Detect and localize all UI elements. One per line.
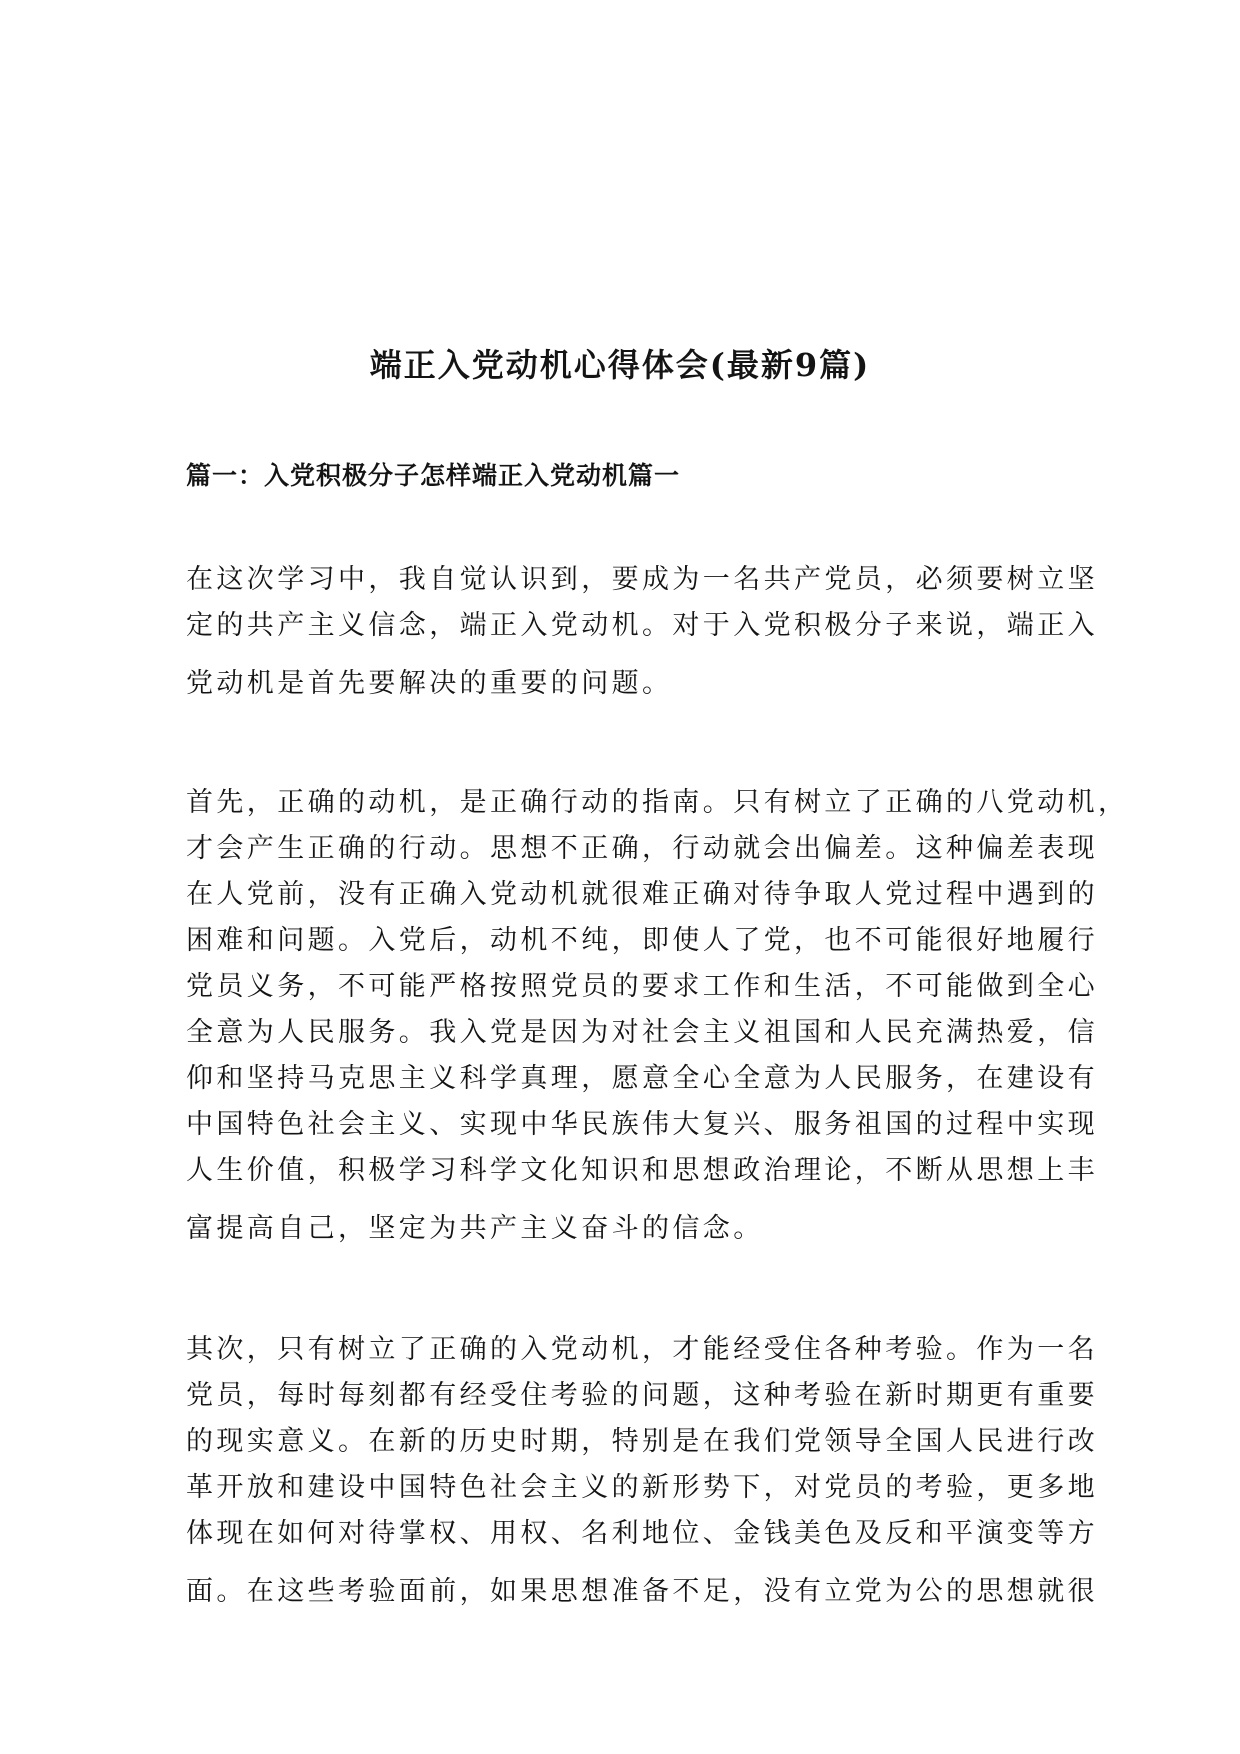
paragraph-line: 革开放和建设中国特色社会主义的新形势下，对党员的考验，更多地 <box>186 1472 1098 1503</box>
paragraph-line: 富提高自己，坚定为共产主义奋斗的信念。 <box>186 1213 764 1244</box>
paragraph-line: 其次，只有树立了正确的入党动机，才能经受住各种考验。作为一名 <box>186 1334 1098 1365</box>
paragraph-line: 党动机是首先要解决的重要的问题。 <box>186 668 673 699</box>
paragraph-line: 体现在如何对待掌权、用权、名利地位、金钱美色及反和平演变等方 <box>186 1518 1098 1549</box>
paragraph-line: 的现实意义。在新的历史时期，特别是在我们党领导全国人民进行改 <box>186 1426 1098 1457</box>
paragraph-line: 仰和坚持马克思主义科学真理，愿意全心全意为人民服务，在建设有 <box>186 1063 1098 1094</box>
paragraph-line: 党员义务，不可能严格按照党员的要求工作和生活，不可能做到全心 <box>186 971 1098 1002</box>
paragraph-line: 全意为人民服务。我入党是因为对社会主义祖国和人民充满热爱，信 <box>186 1017 1098 1048</box>
paragraph-line: 才会产生正确的行动。思想不正确，行动就会出偏差。这种偏差表现 <box>186 833 1098 864</box>
paragraph-line: 在这次学习中，我自觉认识到，要成为一名共产党员，必须要树立坚 <box>186 564 1098 595</box>
section-heading: 篇一：入党积极分子怎样端正入党动机篇一 <box>186 461 681 490</box>
paragraph-line: 定的共产主义信念，端正入党动机。对于入党积极分子来说，端正入 <box>186 610 1098 641</box>
paragraph-line: 面。在这些考验面前，如果思想准备不足，没有立党为公的思想就很 <box>186 1576 1098 1607</box>
paragraph-1 <box>186 557 1098 707</box>
document-title: 端正入党动机心得体会(最新9篇) <box>369 346 871 384</box>
paragraph-line: 中国特色社会主义、实现中华民族伟大复兴、服务祖国的过程中实现 <box>186 1109 1098 1140</box>
paragraph-line: 党员，每时每刻都有经受住考验的问题，这种考验在新时期更有重要 <box>186 1380 1098 1411</box>
paragraph-line: 在人党前，没有正确入党动机就很难正确对待争取人党过程中遇到的 <box>186 879 1098 910</box>
paragraph-line: 困难和问题。入党后，动机不纯，即使人了党，也不可能很好地履行 <box>186 925 1098 956</box>
paragraph-line: 人生价值，积极学习科学文化知识和思想政治理论，不断从思想上丰 <box>186 1155 1098 1186</box>
paragraph-3 <box>186 1327 1098 1615</box>
paragraph-line: 首先，正确的动机，是正确行动的指南。只有树立了正确的八党动机， <box>186 787 1129 818</box>
paragraph-2 <box>186 780 1129 1252</box>
